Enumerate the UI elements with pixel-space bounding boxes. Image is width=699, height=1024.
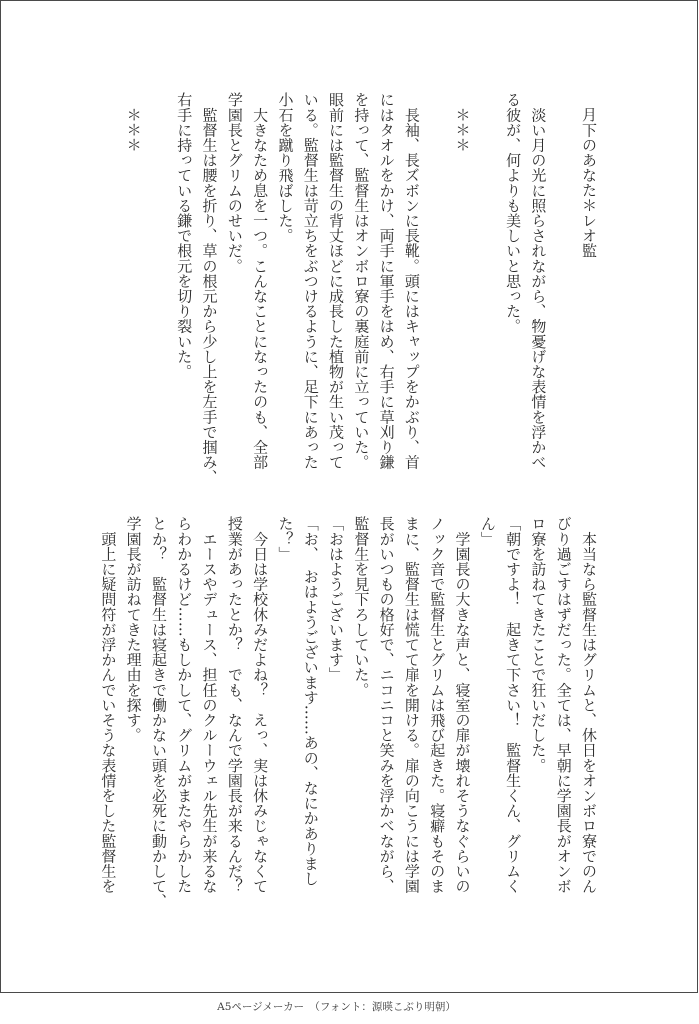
section-separator: ＊＊＊ bbox=[124, 107, 143, 152]
text-column: 監督生は腰を折り、草の根元から少し上を左手で掴み、 bbox=[200, 92, 219, 485]
text-column: 「朝ですよ！ 起きて下さい！ 監督生くん、グリムく bbox=[504, 516, 523, 894]
section-separator: ＊＊＊ bbox=[453, 107, 472, 152]
text-column: びり過ごすはずだった。全ては、早朝に学園長がオンボ bbox=[554, 516, 573, 894]
text-column: らわかるけど……もしかして、グリムがまたやらかした bbox=[175, 516, 194, 894]
text-column: ノック音で監督生とグリムは飛び起きた。寝癖もそのま bbox=[428, 516, 447, 894]
text-column: にはタオルをかけ、両手に軍手をはめ、右手に草刈り鎌 bbox=[377, 92, 396, 470]
text-column bbox=[146, 92, 171, 472]
text-column bbox=[550, 92, 575, 472]
text-column: る彼が、何よりも美しいと思った。 bbox=[504, 92, 523, 334]
story-title: 月下のあなた＊レオ監 bbox=[580, 107, 598, 258]
text-column: 授業があったとか？ でも、なんで学園長が来るんだ？ bbox=[225, 516, 244, 894]
text-column: 本当なら監督生はグリムと、休日をオンボロ寮でのん bbox=[580, 516, 598, 894]
text-column: 学園長の大きな声と、寝室の扉が壊れそうなぐらいの bbox=[453, 516, 472, 894]
text-column: まに、監督生は慌てて扉を開ける。扉の向こうには学園 bbox=[402, 516, 421, 894]
text-column: ん」 bbox=[478, 516, 497, 547]
text-column: 右手に持っている鎌で根元を切り裂いた。 bbox=[175, 92, 194, 379]
text-column: とか？ 監督生は寝起きで働かない頭を必死に動かして、 bbox=[149, 516, 168, 909]
text-column: を持って、監督生はオンボロ寮の裏庭前に立っていた。 bbox=[352, 92, 371, 470]
text-column bbox=[95, 92, 120, 472]
text-column: 「お、 おはようございます……あの、なにかありまし bbox=[301, 516, 320, 886]
text-column: 淡い月の光に照らされながら、物憂げな表情を浮かべ bbox=[529, 92, 548, 470]
text-column: 大きなため息を一つ。こんなことになったのも、全部 bbox=[251, 92, 270, 470]
text-column: 学園長とグリムのせいだ。 bbox=[225, 92, 244, 274]
text-column: 今日は学校休みだよね？ えっ、実は休みじゃなくて bbox=[251, 516, 270, 894]
text-column: 頭上に疑問符が浮かんでいそうな表情をした監督生を bbox=[99, 516, 118, 894]
text-column: 小石を蹴り飛ばした。 bbox=[276, 92, 295, 243]
upper-text-tier bbox=[95, 92, 601, 485]
text-column: 眼前には監督生の背丈ほどに成長した植物が生い茂って bbox=[327, 92, 346, 470]
page-footer: A5ページメーカー （フォント：源暎こぶり明朝） bbox=[217, 1001, 456, 1013]
text-column: 長袖、長ズボンに長靴。頭にはキャップをかぶり、首 bbox=[402, 92, 421, 470]
text-column: 長がいつもの格好で、ニコニコと笑みを浮かべながら、 bbox=[377, 516, 396, 894]
text-column: ロ寮を訪ねてきたことで狂いだした。 bbox=[529, 516, 548, 773]
text-column: 学園長が訪ねてきた理由を探す。 bbox=[124, 516, 143, 743]
text-column: 「おはようございます」 bbox=[327, 516, 346, 683]
text-column bbox=[424, 92, 449, 472]
text-column: いる。監督生は苛立ちをぶつけるように、足下にあった bbox=[301, 92, 320, 470]
text-column: た？」 bbox=[276, 516, 295, 562]
text-column bbox=[475, 92, 500, 472]
text-column: 監督生を見下ろしていた。 bbox=[352, 516, 371, 698]
lower-text-tier bbox=[95, 516, 601, 909]
text-column: エースやデュース、担任のクルーウェル先生が来るな bbox=[200, 516, 219, 894]
